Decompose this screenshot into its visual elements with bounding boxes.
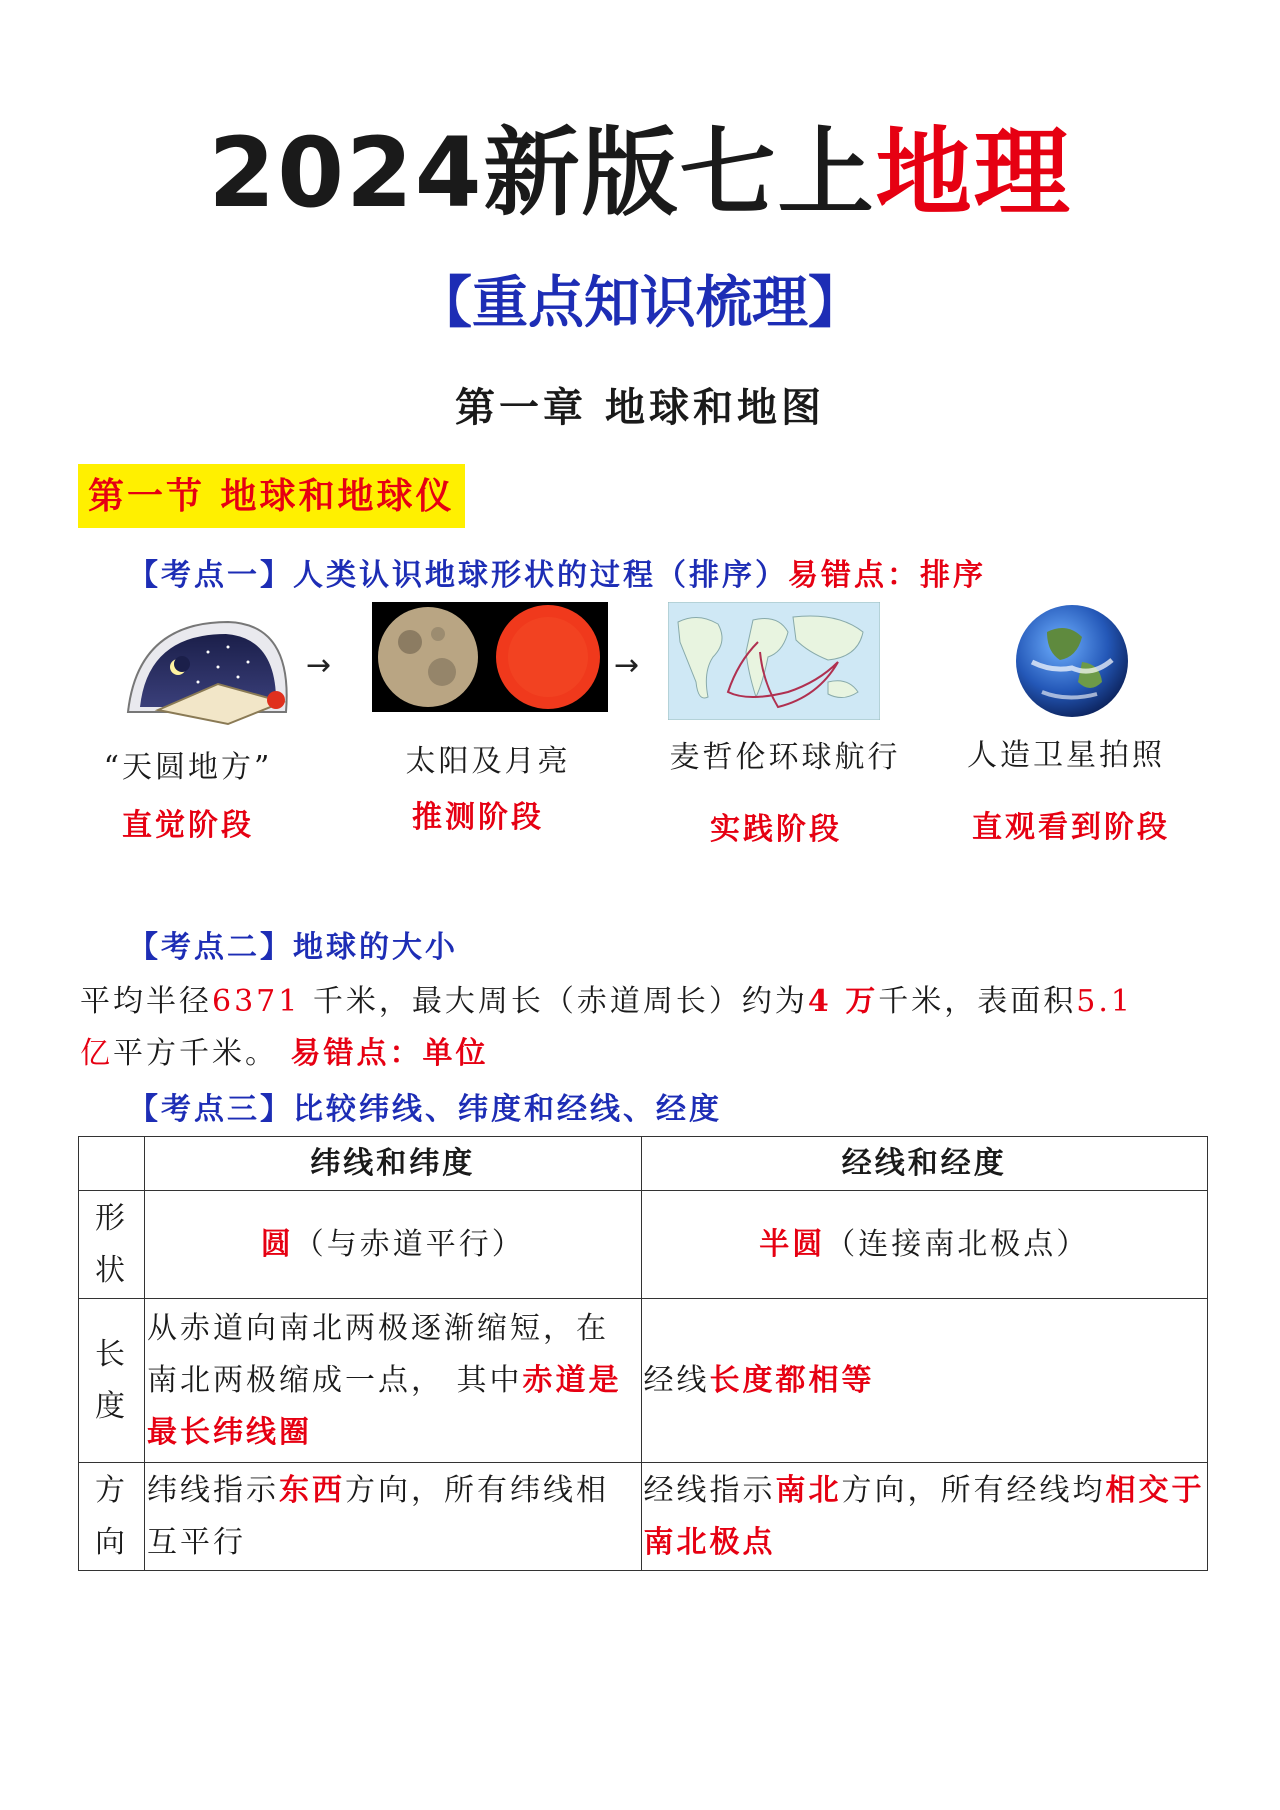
stage3-label: 实践阶段 bbox=[710, 812, 842, 847]
earth-photo bbox=[1012, 602, 1132, 720]
table-row bbox=[79, 1191, 1208, 1299]
table-header-row bbox=[79, 1137, 1208, 1191]
subtitle: 【重点知识梳理】 bbox=[416, 270, 864, 336]
table-row bbox=[79, 1463, 1208, 1571]
title-highlight: 地理 bbox=[875, 117, 1072, 229]
dome-illustration bbox=[118, 612, 298, 732]
row-label-shape: 形状 bbox=[79, 1191, 145, 1299]
voyage-map-illustration bbox=[668, 602, 880, 720]
section-heading: 第一节 地球和地球仪 bbox=[78, 464, 465, 528]
direction-latitude-cell: 纬线指示东西方向，所有纬线相互平行 bbox=[144, 1463, 641, 1571]
arrow-icon: → bbox=[306, 648, 332, 683]
stage2-label: 推测阶段 bbox=[412, 800, 544, 835]
stage1-label: 直觉阶段 bbox=[122, 808, 254, 843]
moon-sun-illustration bbox=[372, 602, 608, 712]
stage1-caption: “天圆地方” bbox=[103, 750, 273, 785]
stage3-caption: 麦哲伦环球航行 bbox=[669, 740, 901, 775]
kp3-heading: 【考点三】比较纬线、纬度和经线、经度 bbox=[128, 1092, 722, 1127]
kp2-heading: 【考点二】地球的大小 bbox=[128, 930, 458, 965]
comparison-table bbox=[78, 1136, 1208, 1571]
table-row bbox=[79, 1299, 1208, 1463]
kp2-paragraph: 平均半径6371 千米，最大周长（赤道周长）约为4 万千米，表面积5.1 亿平方千米。 易错点：单位 bbox=[80, 984, 1133, 1071]
row-label-length: 长度 bbox=[79, 1299, 145, 1463]
direction-longitude-cell: 经线指示南北方向，所有经线均相交于南北极点 bbox=[641, 1463, 1207, 1571]
shape-latitude-cell: 圆（与赤道平行） bbox=[144, 1191, 641, 1299]
shape-longitude-cell: 半圆（连接南北极点） bbox=[641, 1191, 1207, 1299]
stage4-label: 直观看到阶段 bbox=[972, 810, 1170, 845]
kp1-heading: 【考点一】人类认识地球形状的过程（排序）易错点：排序 bbox=[128, 558, 986, 593]
header-latitude: 纬线和纬度 bbox=[144, 1137, 641, 1191]
header-longitude: 经线和经度 bbox=[641, 1137, 1207, 1191]
row-label-direction: 方向 bbox=[79, 1463, 145, 1571]
length-latitude-cell: 从赤道向南北两极逐渐缩短，在南北两极缩成一点， 其中赤道是最长纬线圈 bbox=[144, 1299, 641, 1463]
stage4-caption: 人造卫星拍照 bbox=[967, 738, 1165, 773]
stage2-caption: 太阳及月亮 bbox=[405, 744, 571, 779]
table-corner-cell bbox=[79, 1137, 145, 1191]
chapter-heading: 第一章 地球和地图 bbox=[455, 384, 825, 431]
arrow-icon: → bbox=[614, 648, 640, 683]
length-longitude-cell: 经线长度都相等 bbox=[641, 1299, 1207, 1463]
page-title: 2024新版七上地理 bbox=[208, 117, 1072, 229]
